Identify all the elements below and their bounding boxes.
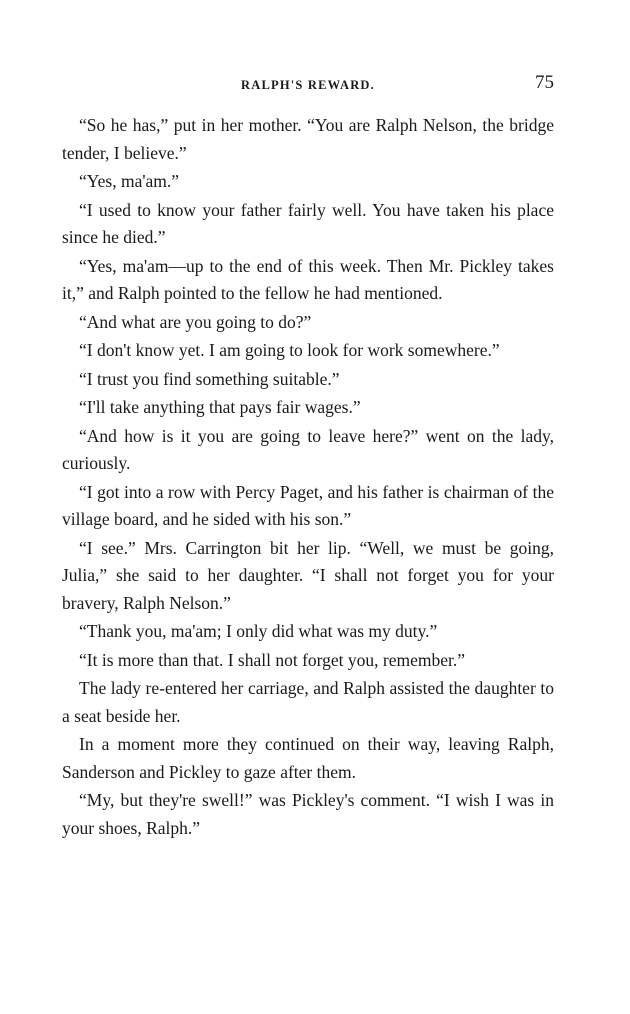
paragraph: “I don't know yet. I am going to look for work somewhere.” (79, 340, 500, 360)
paragraph: “Yes, ma'am—up to the end of this week. Then Mr. Pickley takes it,” and Ralph pointed to the fellow he had mentioned. (62, 255, 554, 303)
running-header (62, 72, 554, 98)
book-page (62, 72, 554, 843)
paragraph: “Yes, ma'am.” (79, 171, 180, 191)
paragraph: “And what are you going to do?” (79, 311, 312, 332)
paragraph: “And how is it you are going to leave here?” went on the lady, curiously. (62, 425, 554, 473)
paragraph: “So he has,” put in her mother. “You are Ralph Nelson, the bridge tender, I believe.” (62, 115, 554, 163)
page-number: 75 (535, 72, 554, 93)
paragraph: In a moment more they continued on their way, leaving Ralph, Sanderson and Pickley to gaze after them. (62, 734, 554, 782)
body-text (62, 112, 554, 842)
paragraph: “It is more than that. I shall not forget you, remember.” (79, 649, 466, 670)
paragraph: The lady re-entered her carriage, and Ralph assisted the daughter to a seat beside her. (62, 678, 554, 726)
paragraph: “I'll take anything that pays fair wages.” (79, 397, 361, 417)
paragraph: “I got into a row with Percy Paget, and his father is chairman of the village board, and he sided with his son.” (62, 481, 554, 529)
running-title: RALPH'S REWARD. (241, 78, 375, 92)
paragraph: “I see.” Mrs. Carrington bit her lip. “Well, we must be going, Julia,” she said to her daughter. “I shall not forget you for your bravery, Ralph Nelson.” (62, 537, 554, 613)
paragraph: “My, but they're swell!” was Pickley's comment. “I wish I was in your shoes, Ralph.” (62, 790, 554, 838)
paragraph: “I trust you find something suitable.” (79, 368, 340, 389)
paragraph: “I used to know your father fairly well. You have taken his place since he died.” (62, 199, 554, 247)
paragraph: “Thank you, ma'am; I only did what was my duty.” (79, 621, 438, 641)
